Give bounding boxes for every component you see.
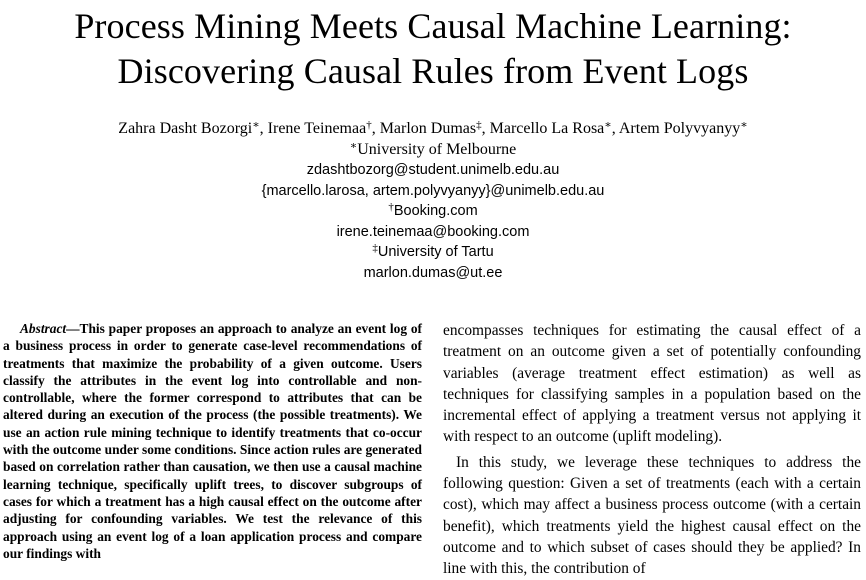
author-separator: ,	[259, 120, 268, 137]
author-separator: ,	[371, 120, 380, 137]
paper-title	[0, 4, 866, 94]
author-name: Irene Teinemaa	[267, 120, 367, 137]
author-mark: ∗	[252, 119, 260, 131]
email-line: {marcello.larosa, artem.polyvyanyy}@unimelb.edu.au	[261, 182, 605, 199]
abstract-body: This paper proposes an approach to analyze an event log of a business process in order to generate case-level recommendations of treatments that maximize the probability of a given outcome. Users classify the attributes in the event log into controllable and non-controllable, where the former correspond to attributes that can be altered during an execution of the process (the possible treatments). We use an action rule mining technique to identify treatments that co-occur with the outcome under some conditions. Since action rules are generated based on correlation rather than causation, we then use a causal machine learning technique, specifically uplift trees, to discover subgroups of cases for which a treatment has a high causal effect on the outcome after adjusting for confounding variables. We test the relevance of this approach using an event log of a loan application process and compare our findings with	[3, 321, 422, 561]
author-mark: †	[366, 119, 372, 131]
email-line: marlon.dumas@ut.ee	[363, 264, 503, 281]
author-list	[0, 119, 866, 140]
email-line: irene.teinemaa@booking.com	[336, 223, 530, 240]
abstract-paragraph	[3, 320, 422, 562]
author-block	[0, 119, 866, 283]
author-mark: ∗	[604, 119, 612, 131]
affiliation-name: Booking.com	[393, 203, 478, 219]
abstract-heading: Abstract	[20, 321, 67, 336]
author-separator: ,	[611, 120, 619, 137]
affiliation-mark: ‡	[372, 242, 378, 254]
affiliation-line	[0, 242, 866, 263]
affiliation-name: University of Tartu	[377, 244, 494, 260]
affiliation-name: University of Melbourne	[357, 140, 517, 158]
author-separator: ,	[481, 120, 490, 137]
author-name: Marcello La Rosa	[489, 120, 605, 137]
abstract-column	[3, 320, 422, 562]
author-mark: ∗	[740, 119, 748, 131]
email-line: zdashtbozorg@student.unimelb.edu.au	[306, 162, 560, 178]
affiliation-mark: †	[388, 201, 394, 213]
title-line-2: Discovering Causal Rules from Event Logs	[117, 51, 749, 91]
intro-paragraph-1: encompasses techniques for estimating the causal effect of a treatment on an outcome given a set of potentially confounding variables (average treatment effect estimation) as well as techniques for classifying samples in a population based on the incremental effect of applying a treatment versus not applying it with respect to an outcome (uplift modeling).	[443, 322, 861, 446]
title-line-1: Process Mining Meets Causal Machine Learning:	[74, 6, 792, 46]
author-mark: ‡	[476, 119, 482, 131]
author-name: Artem Polyvyanyy	[618, 120, 741, 137]
affiliation-mark: ∗	[349, 139, 358, 152]
introduction-column	[443, 320, 861, 580]
author-name: Marlon Dumas	[379, 120, 477, 137]
affiliation-line	[0, 201, 866, 222]
abstract-dash: —	[66, 321, 80, 336]
affiliation-line	[0, 140, 866, 161]
intro-paragraph-2: In this study, we leverage these techniques to address the following question: Given a set of treatments (each with a certain cost), which may affect a business process outcome (with a certain benefit), which treatments yield the highest causal effect on the outcome and to which subset of cases should they be applied? In line with this, the contribution of	[443, 453, 861, 578]
author-name: Zahra Dasht Bozorgi	[118, 120, 253, 137]
